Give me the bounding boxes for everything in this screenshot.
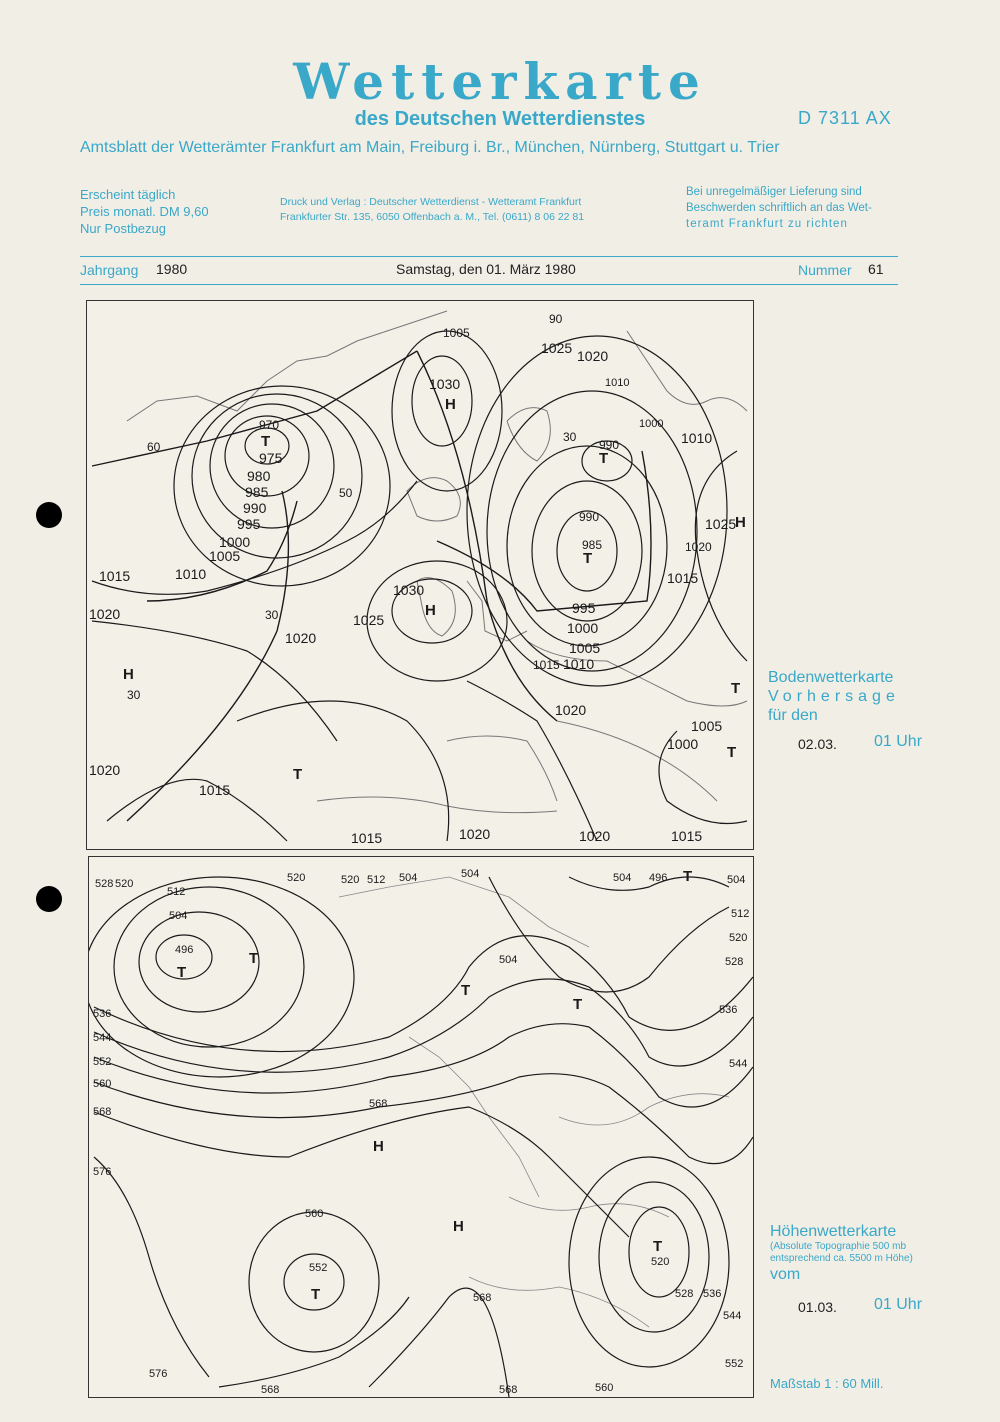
contour-label: 560 bbox=[93, 1078, 112, 1090]
low-pressure-marker: T bbox=[261, 433, 271, 450]
contour-label: 576 bbox=[93, 1166, 112, 1178]
isobar-label: 1000 bbox=[639, 418, 664, 430]
upper-map-caption bbox=[770, 1222, 913, 1284]
isobar-label: 1020 bbox=[577, 348, 609, 364]
year-label: Jahrgang bbox=[80, 262, 139, 278]
contour-label: 568 bbox=[93, 1106, 112, 1118]
publication-info bbox=[80, 186, 209, 237]
high-pressure-marker: H bbox=[425, 602, 436, 619]
publisher-line-2: Frankfurter Str. 135, 6050 Offenbach a. M., Tel. (0611) 8 06 22 81 bbox=[280, 211, 585, 223]
high-pressure-marker: H bbox=[373, 1138, 384, 1155]
isobar-label: 1025 bbox=[353, 612, 385, 628]
punch-hole-bottom bbox=[36, 886, 62, 912]
official-gazette-line: Amtsblatt der Wetterämter Frankfurt am Main, Freiburg i. Br., München, Nürnberg, Stuttgart u. Trier bbox=[80, 139, 780, 156]
year-value: 1980 bbox=[156, 261, 188, 277]
low-pressure-marker: T bbox=[293, 766, 303, 783]
isobar-label: 1015 bbox=[351, 830, 383, 846]
isobar-label: 990 bbox=[599, 438, 620, 452]
masthead-title: Wetterkarte bbox=[293, 52, 707, 111]
complaints-line-1: Bei unregelmäßiger Lieferung sind bbox=[686, 186, 862, 198]
isobar-label: 1010 bbox=[563, 656, 595, 672]
isobar-label: 1015 bbox=[99, 568, 131, 584]
isobar-label: 985 bbox=[582, 538, 603, 552]
high-pressure-marker: H bbox=[735, 514, 746, 531]
isobar-label: 975 bbox=[259, 450, 283, 466]
contour-label: 552 bbox=[93, 1056, 112, 1068]
isobar-label: 1020 bbox=[89, 606, 121, 622]
info-frequency: Erscheint täglich bbox=[80, 187, 176, 202]
contour-label: 512 bbox=[731, 908, 750, 920]
low-pressure-marker: T bbox=[683, 868, 693, 885]
surface-map-date: 02.03. bbox=[798, 736, 837, 752]
isobar-label: 1020 bbox=[89, 762, 121, 778]
low-pressure-marker: T bbox=[573, 996, 583, 1013]
upper-caption-from: vom bbox=[770, 1266, 801, 1283]
contour-label: 504 bbox=[399, 872, 418, 884]
surface-map-time: 01 Uhr bbox=[874, 733, 923, 750]
upper-pressure-centers bbox=[177, 868, 692, 1303]
isobar-label: 1020 bbox=[459, 826, 491, 842]
upper-map-time: 01 Uhr bbox=[874, 1296, 923, 1313]
contour-label: 528 bbox=[675, 1288, 694, 1300]
isobar-label: 1030 bbox=[393, 582, 425, 598]
latitude-label: 60 bbox=[147, 440, 161, 454]
isobar-label: 1000 bbox=[567, 620, 599, 636]
contour-label: 512 bbox=[167, 886, 186, 898]
contour-label: 568 bbox=[473, 1292, 492, 1304]
info-postal: Nur Postbezug bbox=[80, 221, 166, 236]
isobar-label: 1020 bbox=[555, 702, 587, 718]
isobar-label: 1025 bbox=[705, 516, 737, 532]
surface-fronts bbox=[92, 351, 651, 821]
number-value: 61 bbox=[868, 261, 884, 277]
info-price: Preis monatl. DM 9,60 bbox=[80, 204, 209, 219]
isobar-label: 970 bbox=[259, 418, 280, 432]
upper-coastlines bbox=[339, 877, 729, 1327]
contour-label: 568 bbox=[369, 1098, 388, 1110]
isobar-label: 1015 bbox=[671, 828, 703, 844]
isobar-label: 995 bbox=[572, 600, 596, 616]
latitude-label: 30 bbox=[127, 688, 141, 702]
contour-label: 536 bbox=[93, 1008, 112, 1020]
upper-caption-note-2: entsprechend ca. 5500 m Höhe) bbox=[770, 1253, 913, 1264]
isobar-label: 1015 bbox=[199, 782, 231, 798]
upper-caption-title: Höhenwetterkarte bbox=[770, 1223, 897, 1240]
map-scale: Maßstab 1 : 60 Mill. bbox=[770, 1376, 884, 1391]
isobar-label: 985 bbox=[245, 484, 269, 500]
contour-label: 544 bbox=[723, 1310, 742, 1322]
longitude-label: 90 bbox=[549, 312, 563, 326]
low-pressure-marker: T bbox=[653, 1238, 663, 1255]
contour-label: 536 bbox=[719, 1004, 738, 1016]
isobar-label: 1000 bbox=[667, 736, 699, 752]
low-pressure-marker: T bbox=[311, 1286, 321, 1303]
high-pressure-marker: H bbox=[445, 396, 456, 413]
rule-bottom bbox=[80, 284, 898, 285]
contour-label: 520 bbox=[729, 932, 748, 944]
contour-label: 504 bbox=[727, 874, 746, 886]
isobar-label: 1005 bbox=[691, 718, 723, 734]
contour-label: 560 bbox=[305, 1208, 324, 1220]
surface-caption-title: Bodenwetterkarte bbox=[768, 669, 894, 686]
contour-label: 496 bbox=[649, 872, 668, 884]
isobar-label: 1005 bbox=[209, 548, 241, 564]
isobar-label: 1015 bbox=[667, 570, 699, 586]
contour-label: 528 bbox=[95, 878, 114, 890]
isobar-label: 990 bbox=[579, 510, 600, 524]
isobar-label: 1020 bbox=[685, 540, 712, 554]
low-pressure-marker: T bbox=[177, 964, 187, 981]
contour-label: 560 bbox=[595, 1382, 614, 1394]
high-pressure-marker: H bbox=[123, 666, 134, 683]
punch-hole-top bbox=[36, 502, 62, 528]
contour-label: 552 bbox=[309, 1262, 328, 1274]
high-pressure-marker: H bbox=[453, 1218, 464, 1235]
rule-top bbox=[80, 256, 898, 257]
surface-caption-forecast: Vorhersage bbox=[768, 688, 900, 705]
isobar-label: 1020 bbox=[285, 630, 317, 646]
publisher-line-1: Druck und Verlag : Deutscher Wetterdienst - Wetteramt Frankfurt bbox=[280, 196, 582, 208]
contour-label: 512 bbox=[367, 874, 386, 886]
upper-air-map bbox=[88, 856, 754, 1398]
contour-label: 576 bbox=[149, 1368, 168, 1380]
isobar-label: 1010 bbox=[175, 566, 207, 582]
isobar-label: 980 bbox=[247, 468, 271, 484]
masthead-subtitle: des Deutschen Wetterdienstes bbox=[354, 108, 646, 130]
contour-label: 520 bbox=[341, 874, 360, 886]
isobar-label: 1010 bbox=[681, 430, 713, 446]
upper-contour-labels bbox=[93, 868, 749, 1396]
latitude-label: 30 bbox=[563, 430, 577, 444]
low-pressure-marker: T bbox=[249, 950, 259, 967]
low-pressure-marker: T bbox=[727, 744, 737, 761]
low-pressure-marker: T bbox=[583, 550, 593, 567]
contour-label: 504 bbox=[499, 954, 518, 966]
isobar-label: 1005 bbox=[569, 640, 601, 656]
contour-label: 536 bbox=[703, 1288, 722, 1300]
contour-label: 568 bbox=[261, 1384, 280, 1396]
isobar-label: 1005 bbox=[443, 326, 470, 340]
latitude-label: 30 bbox=[265, 608, 279, 622]
isobar-label: 990 bbox=[243, 500, 267, 516]
isobar-label: 1030 bbox=[429, 376, 461, 392]
surface-caption-for: für den bbox=[768, 707, 818, 724]
surface-weather-map bbox=[86, 300, 754, 850]
contour-label: 504 bbox=[613, 872, 632, 884]
number-label: Nummer bbox=[798, 262, 852, 278]
publisher-info bbox=[280, 195, 584, 225]
complaints-line-3: teramt Frankfurt zu richten bbox=[686, 218, 848, 230]
issue-date: Samstag, den 01. März 1980 bbox=[396, 261, 576, 277]
surface-map-drawing bbox=[87, 301, 753, 849]
contour-label: 520 bbox=[287, 872, 306, 884]
contour-label: 520 bbox=[651, 1256, 670, 1268]
contour-label: 552 bbox=[725, 1358, 744, 1370]
upper-map-drawing bbox=[89, 857, 753, 1397]
low-pressure-marker: T bbox=[599, 450, 609, 467]
contour-label: 496 bbox=[175, 944, 194, 956]
contour-label: 544 bbox=[729, 1058, 748, 1070]
low-pressure-marker: T bbox=[731, 680, 741, 697]
contour-label: 568 bbox=[499, 1384, 518, 1396]
isobar-label: 1000 bbox=[219, 534, 251, 550]
upper-caption-note-1: (Absolute Topographie 500 mb bbox=[770, 1241, 907, 1252]
surface-pressure-centers bbox=[123, 396, 746, 783]
contour-label: 528 bbox=[725, 956, 744, 968]
contour-label: 504 bbox=[169, 910, 188, 922]
surface-map-caption bbox=[768, 668, 900, 725]
complaints-info bbox=[686, 184, 872, 232]
contour-label: 544 bbox=[93, 1032, 112, 1044]
isobar-label: 1010 bbox=[605, 377, 630, 389]
publication-code: D 7311 AX bbox=[798, 108, 892, 128]
latitude-label: 50 bbox=[339, 486, 353, 500]
contour-label: 520 bbox=[115, 878, 134, 890]
contour-label: 504 bbox=[461, 868, 480, 880]
isobar-label: 1025 bbox=[541, 340, 573, 356]
isobar-label: 1020 bbox=[579, 828, 611, 844]
isobar-label: 1015 bbox=[533, 658, 560, 672]
complaints-line-2: Beschwerden schriftlich an das Wet- bbox=[686, 202, 872, 214]
isobar-label: 995 bbox=[237, 516, 261, 532]
upper-map-date: 01.03. bbox=[798, 1299, 837, 1315]
low-pressure-marker: T bbox=[461, 982, 471, 999]
